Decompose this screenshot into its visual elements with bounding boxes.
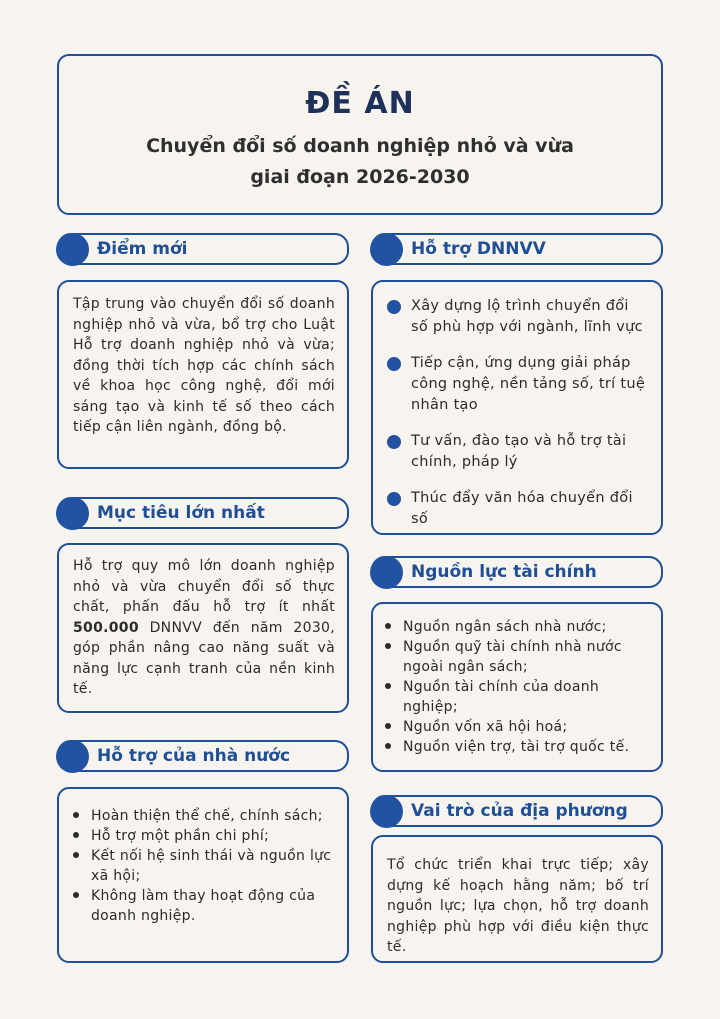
page-subtitle xyxy=(59,131,661,193)
circle-bullet-icon xyxy=(370,556,403,589)
bullet-list xyxy=(67,806,335,926)
text-after: DNNVV đến năm 2030, góp phần nâng cao năng suất và năng lực cạnh tranh của nền kinh tế. xyxy=(73,619,335,697)
card-muc-tieu xyxy=(57,543,349,713)
card-dia-phuong xyxy=(371,835,663,963)
dot-icon xyxy=(387,435,401,449)
card-diem-moi xyxy=(57,280,349,469)
circle-bullet-icon xyxy=(370,233,403,266)
list-item: Nguồn quỹ tài chính nhà nước ngoài ngân sách; xyxy=(379,637,649,677)
list-item: Không làm thay hoạt động của doanh nghiệp. xyxy=(67,886,335,926)
card-text xyxy=(73,556,335,700)
section-header-nguon-luc xyxy=(371,556,663,588)
list-item: Nguồn tài chính của doanh nghiệp; xyxy=(379,677,649,717)
list-item: Nguồn viện trợ, tài trợ quốc tế. xyxy=(379,737,649,757)
card-text: Tổ chức triển khai trực tiếp; xây dựng kế hoạch hằng năm; bố trí nguồn lực; lựa chọn, hỗ trợ doanh nghiệp phù hợp với điều kiện thực tế. xyxy=(387,857,649,955)
section-label: Hỗ trợ của nhà nước xyxy=(97,746,291,766)
subtitle-line-1: Chuyển đổi số doanh nghiệp nhỏ và vừa xyxy=(146,135,574,157)
list-item: Tiếp cận, ứng dụng giải pháp công nghệ, nền tảng số, trí tuệ nhân tạo xyxy=(385,353,649,416)
list-item: Xây dựng lộ trình chuyển đổi số phù hợp với ngành, lĩnh vực xyxy=(385,296,649,338)
section-label: Điểm mới xyxy=(97,239,188,259)
section-header-muc-tieu xyxy=(57,497,349,529)
card-ho-tro xyxy=(371,280,663,535)
section-label: Vai trò của địa phương xyxy=(411,801,628,821)
list-item: Nguồn ngân sách nhà nước; xyxy=(379,617,649,637)
circle-bullet-icon xyxy=(56,740,89,773)
section-header-dia-phuong xyxy=(371,795,663,827)
card-nguon-luc xyxy=(371,602,663,772)
bullet-list xyxy=(385,296,649,530)
dot-icon xyxy=(387,492,401,506)
section-label: Hỗ trợ DNNVV xyxy=(411,239,546,259)
dot-icon xyxy=(387,300,401,314)
list-item: Thúc đẩy văn hóa chuyển đổi số xyxy=(385,488,649,530)
list-item: Kết nối hệ sinh thái và nguồn lực xã hội; xyxy=(67,846,335,886)
list-item: Hỗ trợ một phần chi phí; xyxy=(67,826,335,846)
circle-bullet-icon xyxy=(370,795,403,828)
card-nha-nuoc xyxy=(57,787,349,963)
section-header-diem-moi xyxy=(57,233,349,265)
circle-bullet-icon xyxy=(56,497,89,530)
title-box xyxy=(57,54,663,215)
section-label: Nguồn lực tài chính xyxy=(411,562,597,582)
circle-bullet-icon xyxy=(56,233,89,266)
card-text: Tập trung vào chuyển đổi số doanh nghiệp nhỏ và vừa, bổ trợ cho Luật Hỗ trợ doanh nghiệp nhỏ và vừa; đồng thời tích hợp các chính sách về khoa học công nghệ, đổi mới sáng tạo và kinh tế số theo cách tiếp cận liên ngành, đồng bộ. xyxy=(73,296,335,435)
bullet-list xyxy=(379,617,649,757)
list-item: Tư vấn, đào tạo và hỗ trợ tài chính, pháp lý xyxy=(385,431,649,473)
section-label: Mục tiêu lớn nhất xyxy=(97,503,265,523)
highlight-number: 500.000 xyxy=(73,619,139,636)
section-header-nha-nuoc xyxy=(57,740,349,772)
list-item: Hoàn thiện thể chế, chính sách; xyxy=(67,806,335,826)
text-before: Hỗ trợ quy mô lớn doanh nghiệp nhỏ và vừa chuyển đổi số thực chất, phấn đấu hỗ trợ ít nhất xyxy=(73,558,335,615)
dot-icon xyxy=(387,357,401,371)
section-header-ho-tro xyxy=(371,233,663,265)
subtitle-line-2: giai đoạn 2026-2030 xyxy=(250,166,470,188)
list-item: Nguồn vốn xã hội hoá; xyxy=(379,717,649,737)
page-title: ĐỀ ÁN xyxy=(305,86,415,121)
